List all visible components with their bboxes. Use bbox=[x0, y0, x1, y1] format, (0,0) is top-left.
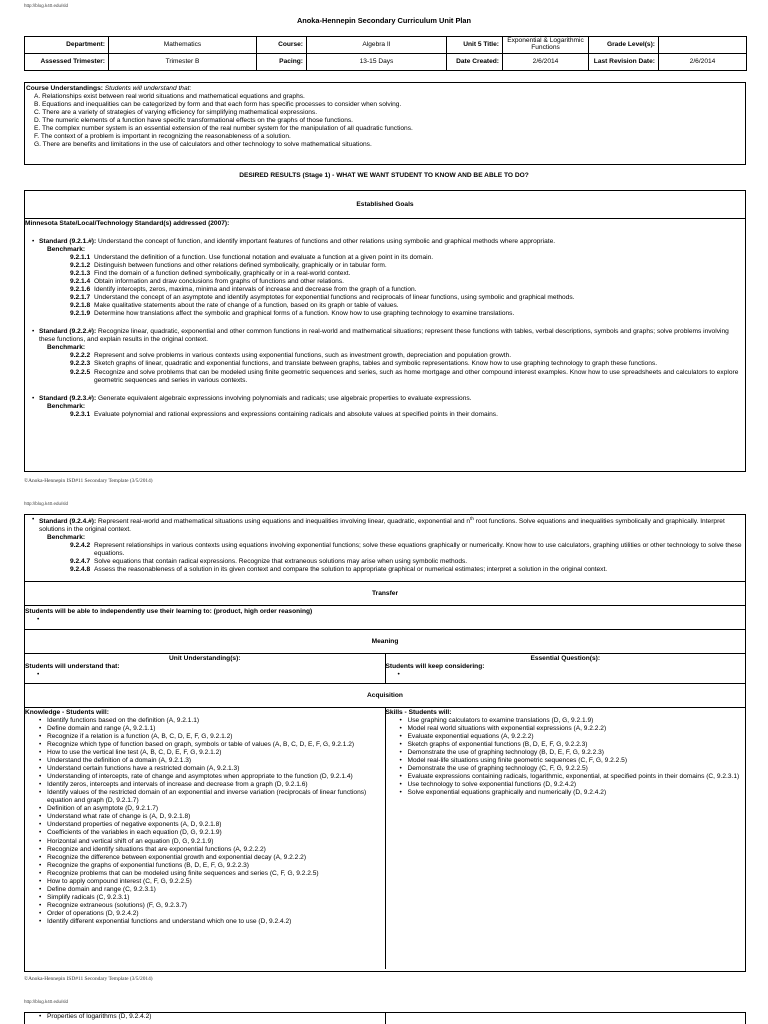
skills-heading: Skills - Students will: bbox=[385, 709, 452, 716]
course-understandings-label: Course Understandings: bbox=[26, 85, 103, 92]
unit-info-table bbox=[24, 36, 747, 71]
list-item: E. The complex number system is an essential extension of the real number system for the manipulation of all quadratic functions. bbox=[34, 125, 413, 133]
list-item: • Recognize problems that can be modeled using finite sequences and series (C, F, G, 9.2.2.5) bbox=[39, 870, 385, 878]
benchmark-row: 9.2.1.9 Determine how translations affect the symbolic and graphical forms of a function. Know how to use graphing technology to examine translations. bbox=[70, 310, 515, 318]
standard-block bbox=[25, 515, 745, 581]
page-footer: ©Anoka-Hennepin ISD#11 Secondary Template (3/5/2014) bbox=[24, 478, 153, 484]
benchmark-row: 9.2.1.6 Identify intercepts, zeros, maxima, minima and intervals of increase and decrease from the graph of a function. bbox=[70, 286, 417, 294]
list-item: • Demonstrate the use of graphing technology (C, F, G, 9.2.2.5) bbox=[400, 765, 746, 773]
skills-column bbox=[385, 1013, 746, 1024]
list-item: • Solve exponential equations graphically and numerically (D, 9.2.4.2) bbox=[400, 789, 746, 797]
benchmark-row: 9.2.1.2 Distinguish between functions and other relations defined symbolically, graphically or in tabular form. bbox=[70, 262, 387, 270]
standard-block bbox=[25, 238, 745, 318]
pacing-label: Pacing: bbox=[257, 54, 307, 71]
list-item: • How to apply compound interest (C, F, G, 9.2.2.5) bbox=[39, 878, 385, 886]
established-goals-heading: Established Goals bbox=[356, 201, 414, 208]
list-item: • Use graphing calculators to examine translations (D, G, 9.2.1.9) bbox=[400, 717, 746, 725]
skills-column bbox=[385, 708, 746, 969]
list-item: • Evaluate exponential equations (A, 9.2.2.2) bbox=[400, 733, 746, 741]
knowledge-column bbox=[25, 1013, 385, 1024]
list-item: • Horizontal and vertical shift of an equation (D, G, 9.2.1.9) bbox=[39, 838, 385, 846]
unit-title-label: Unit 5 Title: bbox=[447, 37, 503, 54]
benchmark-row: 9.2.2.3 Sketch graphs of linear, quadratic and exponential functions, and translate between graphs, tables and symbolic representations. Know how to use graphing technology to graph these functions. bbox=[70, 360, 658, 368]
date-created-label: Date Created: bbox=[447, 54, 503, 71]
list-item: • Properties of logarithms (D, 9.2.4.2) bbox=[39, 1013, 385, 1021]
page-url: http://blog.k40.edu/sld bbox=[24, 3, 69, 8]
list-item: • Identify values of the restricted domain of an exponential and inverse variation (reciprocals of linear functions) equation and graph (D, 9.2.1.7) bbox=[39, 789, 385, 805]
list-item: • Demonstrate the use of graphing technology (B, D, E, F, G, 9.2.2.3) bbox=[400, 749, 746, 757]
standards-section bbox=[25, 218, 745, 419]
list-item: • Definition of an asymptote (D, 9.2.1.7) bbox=[39, 805, 385, 813]
unit-understandings-column bbox=[25, 654, 385, 683]
list-item: • Understanding of intercepts, rate of change and asymptotes when appropriate to the function (D, 9.2.1.4) bbox=[39, 773, 385, 781]
list-item: A. Relationships exist between real world situations and mathematical equations and graphs. bbox=[34, 93, 305, 101]
last-revision-value: 2/6/2014 bbox=[659, 54, 747, 71]
acquisition-section bbox=[25, 707, 745, 969]
list-item: • Understand properties of negative exponents (A, D, 9.2.1.8) bbox=[39, 821, 385, 829]
list-item: • Model real-life situations using finite geometric sequences (C, F, G, 9.2.2.5) bbox=[400, 757, 746, 765]
list-item: • Coefficients of the variables in each equation (D, G, 9.2.1.9) bbox=[39, 829, 385, 837]
list-item: F. The context of a problem is important in recognizing the reasonableness of a solution. bbox=[34, 133, 291, 141]
established-goals-box bbox=[24, 190, 746, 472]
list-item: D. The numeric elements of a function have specific transformational effects on the graphs of those functions. bbox=[34, 117, 353, 125]
empty-bullet: • bbox=[37, 616, 40, 624]
unit-plan-continued bbox=[24, 514, 746, 972]
benchmark-row: 9.2.1.1 Understand the definition of a function. Use functional notation and evaluate a function at a given point in its domain. bbox=[70, 254, 434, 262]
list-item: • Evaluate expressions containing radicals, logarithmic, exponential, at specified points in their domains (C, 9.2.3.1) bbox=[400, 773, 746, 781]
assessed-trimester-value: Trimester B bbox=[109, 54, 257, 71]
knowledge-list bbox=[25, 1013, 385, 1021]
course-value: Algebra II bbox=[307, 37, 447, 54]
standard-block bbox=[25, 328, 745, 384]
list-item: • Define domain and range (C, 9.2.3.1) bbox=[39, 886, 385, 894]
department-value: Mathematics bbox=[109, 37, 257, 54]
list-item: • Identify different exponential functions and understand which one to use (D, 9.2.4.2) bbox=[39, 918, 385, 926]
standards-heading: Minnesota State/Local/Technology Standard(s) addressed (2007): bbox=[25, 220, 230, 227]
benchmark-row: 9.2.1.8 Make qualitative statements about the rate of change of a function, based on its graph or table of values. bbox=[70, 302, 399, 310]
benchmark-label: Benchmark: bbox=[47, 344, 86, 352]
standard-text: • Standard (9.2.4.#): Represent real-world and mathematical situations using equations and inequalities involving linear, quadratic, exponential and $n^{th}$ root functions. Solve equations and inequalities symbolically and graphically. Interpret solutions in the original context. bbox=[32, 516, 725, 534]
transfer-section bbox=[25, 605, 745, 629]
empty-bullet: • bbox=[37, 671, 40, 679]
list-item: • Recognize if a relation is a function (A, B, C, D, E, F, G, 9.2.1.2) bbox=[39, 733, 385, 741]
essential-questions-heading: Essential Question(s): bbox=[530, 655, 601, 662]
list-item: C. There are a variety of strategies of varying efficiency for simplifying mathematical expressions. bbox=[34, 109, 318, 117]
benchmark-row: 9.2.4.2 Represent relationships in various contexts using equations involving exponential functions; solve these equations graphically or numerically. Know how to use calculators, graphing utilities or other technology to solve these equations. bbox=[70, 542, 742, 558]
list-item: B. Equations and inequalities can be categorized by form and that each form has specific processes to consider when solving. bbox=[34, 101, 402, 109]
list-item: • Recognize the difference between exponential growth and exponential decay (A, 9.2.2.2) bbox=[39, 854, 385, 862]
page-url: http://blog.k40.edu/sld bbox=[24, 999, 69, 1004]
standard-text: • Standard (9.2.2.#): Recognize linear, quadratic, exponential and other common functions in real-world and mathematical situations; represent these functions with tables, verbal descriptions, symbols and graphs; solve problems involving these functions, and explain results in the original context. bbox=[32, 328, 729, 344]
desired-results-heading: DESIRED RESULTS (Stage 1) - WHAT WE WANT STUDENT TO KNOW AND BE ABLE TO DO? bbox=[239, 172, 529, 179]
list-item: G. There are benefits and limitations in the use of calculators and other technology to solve mathematical situations. bbox=[34, 141, 372, 149]
unit-title-value: Exponential & Logarithmic Functions bbox=[503, 37, 589, 54]
benchmark-row: 9.2.4.8 Assess the reasonableness of a solution in its given context and compare the solution to appropriate graphical or numerical estimates; interpret a solution in the original context. bbox=[70, 566, 608, 574]
date-created-value: 2/6/2014 bbox=[503, 54, 589, 71]
page-footer: ©Anoka-Hennepin ISD#11 Secondary Template (3/5/2014) bbox=[24, 976, 153, 982]
list-item: • Use technology to solve exponential functions (D, 9.2.4.2) bbox=[400, 781, 746, 789]
pacing-value: 13-15 Days bbox=[307, 54, 447, 71]
course-label: Course: bbox=[257, 37, 307, 54]
standard-text: • Standard (9.2.1.#): Understand the concept of function, and identify important features of functions and other relations using symbolic and graphical methods where appropriate. bbox=[32, 238, 556, 246]
essential-questions-column bbox=[385, 654, 746, 683]
list-item: • Order of operations (D, 9.2.4.2) bbox=[39, 910, 385, 918]
standard-text: • Standard (9.2.3.#): Generate equivalent algebraic expressions involving polynomials and radicals; use algebraic properties to evaluate expressions. bbox=[32, 394, 472, 402]
list-item: • Define domain and range (A, 9.2.1.1) bbox=[39, 725, 385, 733]
list-item: • Recognize the graphs of exponential functions (B, D, E, F, G, 9.2.2.3) bbox=[39, 862, 385, 870]
transfer-heading: Transfer bbox=[25, 581, 745, 605]
list-item: • Identify zeros, intercepts and intervals of increase and decrease from a graph (D, 9.2.1.6) bbox=[39, 781, 385, 789]
knowledge-column bbox=[25, 708, 385, 969]
essential-questions-sub: Students will keep considering: bbox=[385, 663, 485, 671]
unit-understandings-sub: Students will understand that: bbox=[25, 663, 120, 671]
grade-level-value bbox=[659, 37, 747, 54]
benchmark-row: 9.2.1.3 Find the domain of a function defined symbolically, graphically or in a real-world context. bbox=[70, 270, 351, 278]
benchmark-row: 9.2.1.4 Obtain information and draw conclusions from graphs of functions and other relations. bbox=[70, 278, 344, 286]
list-item: • How to use the vertical line test (A, B, C, D, E, F, G, 9.2.1.2) bbox=[39, 749, 385, 757]
benchmark-row: 9.2.2.2 Represent and solve problems in various contexts using exponential functions, such as investment growth, depreciation and population growth. bbox=[70, 352, 512, 360]
acquisition-continued bbox=[24, 1012, 746, 1024]
department-label: Department: bbox=[25, 37, 109, 54]
last-revision-label: Last Revision Date: bbox=[589, 54, 659, 71]
list-item: • Understand what rate of change is (A, D, 9.2.1.8) bbox=[39, 813, 385, 821]
list-item: • Understand certain functions have a restricted domain (A, 9.2.1.3) bbox=[39, 765, 385, 773]
meaning-section bbox=[25, 653, 745, 683]
document-title: Anoka-Hennepin Secondary Curriculum Unit Plan bbox=[296, 16, 472, 25]
course-understandings-intro: Students will understand that: bbox=[104, 85, 192, 92]
course-understandings-list bbox=[26, 93, 745, 149]
list-item: • Recognize and identify situations that are exponential functions (A, 9.2.2.2) bbox=[39, 846, 385, 854]
course-understandings-heading bbox=[26, 85, 745, 93]
benchmark-row: 9.2.4.7 Solve equations that contain radical expressions. Recognize that extraneous solutions may arise when using symbolic methods. bbox=[70, 558, 468, 566]
knowledge-list bbox=[25, 717, 385, 926]
list-item: • Model real world situations with exponential expressions (A, 9.2.2.2) bbox=[400, 725, 746, 733]
knowledge-heading: Knowledge - Students will: bbox=[25, 709, 109, 716]
benchmark-row: 9.2.3.1 Evaluate polynomial and rational expressions and expressions containing radicals and absolute values at specified points in their domains. bbox=[70, 410, 498, 418]
skills-list bbox=[386, 717, 746, 797]
list-item: • Simplify radicals (C, 9.2.3.1) bbox=[39, 894, 385, 902]
meaning-heading: Meaning bbox=[25, 629, 745, 653]
course-understandings-box bbox=[24, 82, 746, 165]
transfer-text: Students will be able to independently use their learning to: (product, high order reasoning) bbox=[25, 608, 313, 615]
acquisition-heading: Acquisition bbox=[25, 683, 745, 707]
list-item: • Identify functions based on the definition (A, 9.2.1.1) bbox=[39, 717, 385, 725]
unit-understandings-heading: Unit Understanding(s): bbox=[169, 655, 241, 662]
grade-level-label: Grade Level(s): bbox=[589, 37, 659, 54]
empty-bullet: • bbox=[397, 671, 400, 679]
list-item: • Understand the definition of a domain (A, 9.2.1.3) bbox=[39, 757, 385, 765]
benchmark-label: Benchmark: bbox=[47, 534, 86, 542]
list-item: • Recognize which type of function based on graph, symbols or table of values (A, B, C, D, E, F, G, 9.2.1.2) bbox=[39, 741, 385, 749]
benchmark-row: 9.2.1.7 Understand the concept of an asymptote and identify asymptotes for exponential functions and reciprocals of linear functions, using symbolic and graphical methods. bbox=[70, 294, 575, 302]
list-item: • Recognize extraneous (solutions) (F, G, 9.2.3.7) bbox=[39, 902, 385, 910]
list-item: • Sketch graphs of exponential functions (B, D, E, F, G, 9.2.2.3) bbox=[400, 741, 746, 749]
benchmark-label: Benchmark: bbox=[47, 402, 86, 410]
benchmark-row: 9.2.2.5 Recognize and solve problems that can be modeled using finite geometric sequences and series, such as home mortgage and other compound interest examples. Know how to use spreadsheets and calculators to explore geometric sequences and series in various contexts. bbox=[70, 368, 739, 384]
standard-block bbox=[25, 395, 745, 419]
benchmark-label: Benchmark: bbox=[47, 246, 86, 254]
page-url: http://blog.k40.edu/sld bbox=[24, 501, 69, 506]
assessed-trimester-label: Assessed Trimester: bbox=[25, 54, 109, 71]
